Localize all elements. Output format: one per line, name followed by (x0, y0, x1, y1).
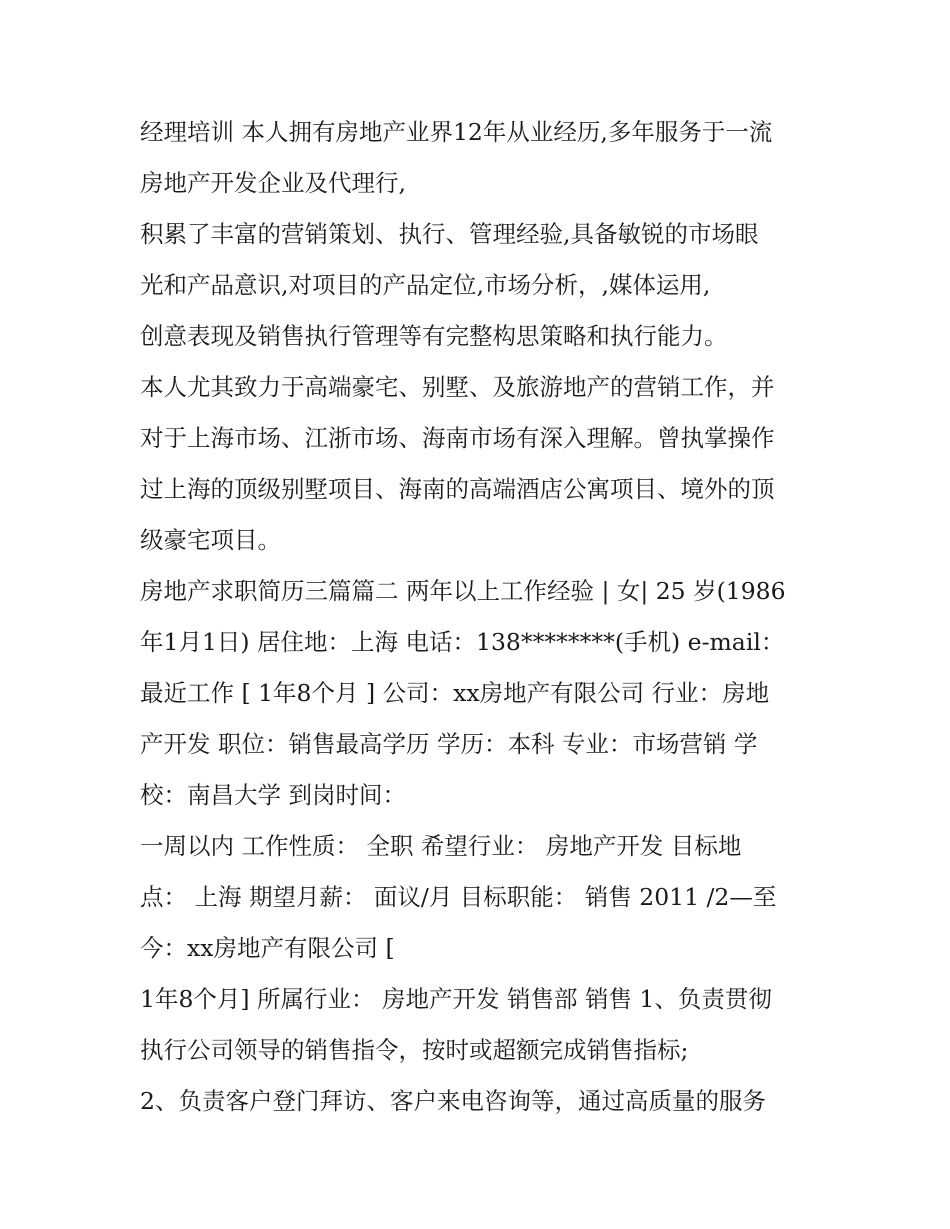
text-line: 1年8个月] 所属行业： 房地产开发 销售部 销售 1、负责贯彻 (140, 985, 772, 1013)
text-line: 积累了丰富的营销策划、执行、管理经验,具备敏锐的市场眼 (140, 220, 759, 248)
text-line: 级豪宅项目。 (140, 526, 281, 554)
text-line: 经理培训 本人拥有房地产业界12年从业经历,多年服务于一流 (140, 118, 773, 146)
text-line: 房地产开发企业及代理行, (140, 169, 406, 197)
text-line: 过上海的顶级别墅项目、海南的高端酒店公寓项目、境外的顶 (140, 475, 775, 503)
text-line: 房地产求职简历三篇篇二 两年以上工作经验 | 女| 25 岁(1986 (140, 577, 786, 605)
text-line: 今：xx房地产有限公司 [ (140, 934, 395, 962)
text-line: 一周以内 工作性质： 全职 希望行业： 房地产开发 目标地 (140, 832, 742, 860)
text-line: 校：南昌大学 到岗时间： (140, 781, 406, 809)
text-line: 本人尤其致力于高端豪宅、别墅、及旅游地产的营销工作，并 (140, 373, 775, 401)
text-line: 创意表现及销售执行管理等有完整构思策略和执行能力。 (140, 322, 728, 350)
text-line: 年1月1日) 居住地：上海 电话：138********(手机) e-mail： (140, 628, 785, 656)
text-line: 执行公司领导的销售指令，按时或超额完成销售指标; (140, 1036, 689, 1064)
document-body (140, 107, 830, 1127)
text-line: 2、负责客户登门拜访、客户来电咨询等，通过高质量的服务 (140, 1087, 766, 1115)
text-line: 点： 上海 期望月薪： 面议/月 目标职能： 销售 2011 /2—至 (140, 883, 777, 911)
text-line: 最近工作 [ 1年8个月 ] 公司：xx房地产有限公司 行业：房地 (140, 679, 770, 707)
text-line: 对于上海市场、江浙市场、海南市场有深入理解。曾执掌操作 (140, 424, 775, 452)
text-line: 产开发 职位：销售最高学历 学历：本科 专业：市场营销 学 (140, 730, 758, 758)
text-line: 光和产品意识,对项目的产品定位,市场分析，,媒体运用, (140, 271, 711, 299)
